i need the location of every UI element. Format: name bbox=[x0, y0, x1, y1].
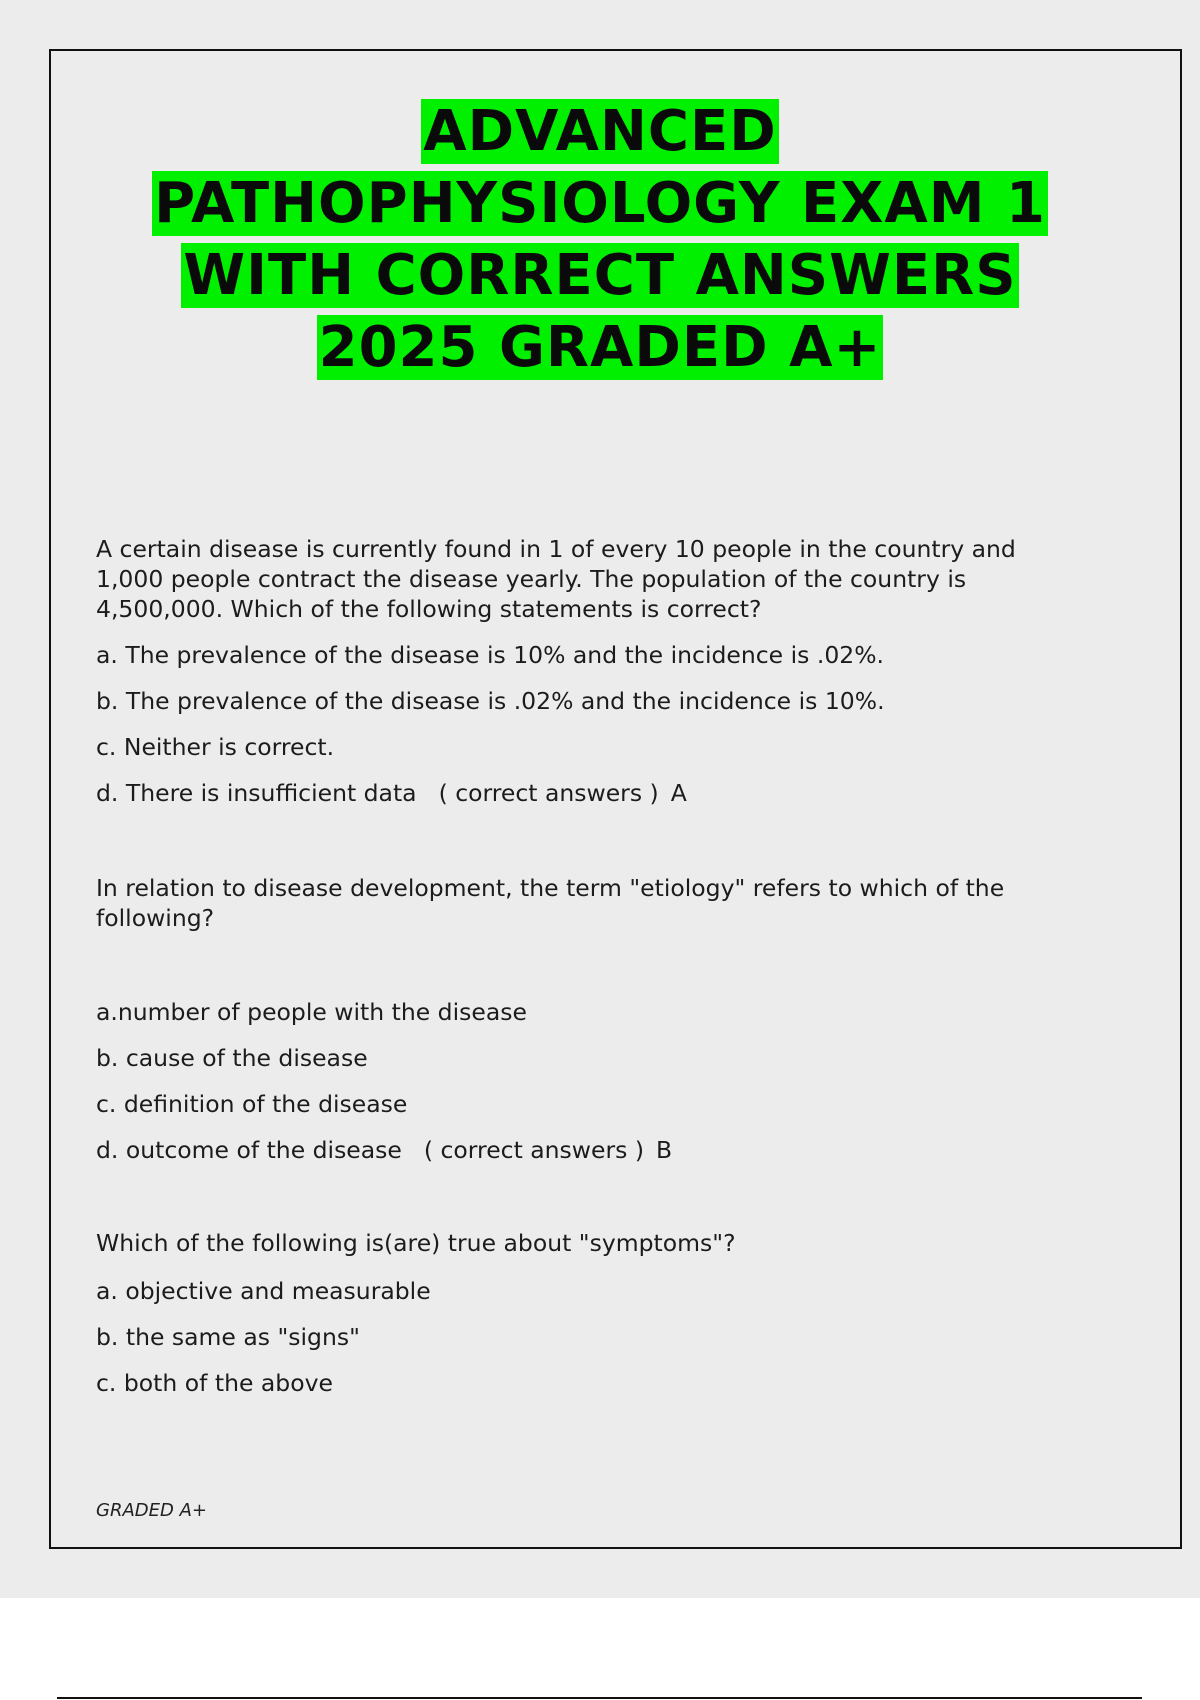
question-2-answer: B bbox=[656, 1136, 673, 1164]
question-2-option-d-text: d. outcome of the disease bbox=[96, 1136, 402, 1164]
question-2-option-d bbox=[96, 1135, 1086, 1165]
question-1-option-d bbox=[96, 778, 1086, 808]
question-1-option-c: c. Neither is correct. bbox=[96, 733, 335, 761]
question-2-option-a: a.number of people with the disease bbox=[96, 998, 527, 1026]
question-1-answer-label: ( correct answers ) bbox=[438, 779, 659, 807]
question-3-option-a: a. objective and measurable bbox=[96, 1277, 431, 1305]
question-2-answer-label: ( correct answers ) bbox=[423, 1136, 645, 1164]
title-line-4: 2025 GRADED A+ bbox=[318, 315, 882, 380]
title-line-2: PATHOPHYSIOLOGY EXAM 1 bbox=[154, 171, 1046, 236]
question-3-option-b: b. the same as "signs" bbox=[96, 1323, 360, 1351]
question-1-text: A certain disease is currently found in 1 of every 10 people in the country and 1,000 people contract the disease yearly. The population of the country is 4,500,000. Which of the following statements is correct? bbox=[96, 535, 1016, 623]
question-2-option-c: c. definition of the disease bbox=[96, 1090, 408, 1118]
document-title bbox=[0, 96, 1200, 384]
question-1-answer: A bbox=[670, 779, 687, 807]
page-divider bbox=[57, 1697, 1142, 1699]
question-1-option-b: b. The prevalence of the disease is .02% and the incidence is 10%. bbox=[96, 687, 885, 715]
footer-graded-note: GRADED A+ bbox=[96, 1500, 207, 1521]
question-3-option-c: c. both of the above bbox=[96, 1369, 333, 1397]
title-line-1: ADVANCED bbox=[423, 99, 777, 164]
question-2-option-b: b. cause of the disease bbox=[96, 1044, 368, 1072]
question-1-option-d-text: d. There is insufficient data bbox=[96, 779, 417, 807]
question-3-text: Which of the following is(are) true about "symptoms"? bbox=[96, 1229, 736, 1257]
questions-section bbox=[96, 534, 1086, 1398]
title-line-3: WITH CORRECT ANSWERS bbox=[183, 243, 1017, 308]
question-2-text: In relation to disease development, the term "etiology" refers to which of the following? bbox=[96, 874, 1005, 932]
question-1-option-a: a. The prevalence of the disease is 10% and the incidence is .02%. bbox=[96, 641, 885, 669]
